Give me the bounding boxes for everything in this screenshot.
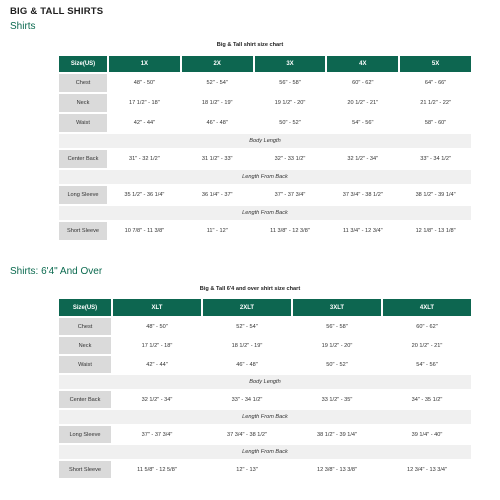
table-cell: 18 1/2" - 19" [181,93,254,113]
column-header-size: 2XLT [202,298,292,317]
table-row [58,336,472,355]
column-header-size: 4X [326,55,399,73]
table-cell: 39 1/4" - 40" [382,425,472,444]
table-row [58,390,472,409]
table-cell: 17 1/2" - 18" [112,336,202,355]
column-header-size: XLT [112,298,202,317]
size-chart-table-shirts [58,55,472,241]
table-cell: 46" - 48" [202,355,292,374]
table-cell: 48" - 50" [108,73,181,93]
row-label: Chest [58,317,112,336]
table-cell: 11 5/8" - 12 5/8" [112,460,202,479]
table-row [58,425,472,444]
row-label: Center Back [58,149,108,169]
row-label: Neck [58,336,112,355]
column-header-size: 3X [254,55,327,73]
table-row [58,355,472,374]
subheader-label: Length From Back [58,409,472,425]
row-label: Chest [58,73,108,93]
table-cell: 37 3/4" - 38 1/2" [326,185,399,205]
column-header-size: 1X [108,55,181,73]
table-cell: 37" - 37 3/4" [254,185,327,205]
table-cell: 11" - 12" [181,221,254,241]
table-cell: 35 1/2" - 36 1/4" [108,185,181,205]
table-cell: 33 1/2" - 35" [292,390,382,409]
table-cell: 32" - 33 1/2" [254,149,327,169]
table-cell: 58" - 60" [399,113,472,133]
subheader-label: Length From Back [58,169,472,185]
table-row [58,113,472,133]
table-cell: 54" - 56" [326,113,399,133]
column-header-size: 5X [399,55,472,73]
table-cell: 33" - 34 1/2" [202,390,292,409]
row-label: Waist [58,113,108,133]
table-cell: 56" - 58" [254,73,327,93]
subheader-label: Body Length [58,374,472,390]
size-chart-caption-tall: Big & Tall 6'4 and over shirt size chart [199,286,301,292]
section-title-tall-shirts: Shirts: 6'4" And Over [10,266,103,277]
row-label: Long Sleeve [58,425,112,444]
subheader-row [58,444,472,460]
subheader-label: Body Length [58,133,472,149]
table-row [58,185,472,205]
table-cell: 56" - 58" [292,317,382,336]
table-cell: 60" - 62" [326,73,399,93]
table-cell: 20 1/2" - 21" [382,336,472,355]
table-cell: 31" - 32 1/2" [108,149,181,169]
subheader-row [58,205,472,221]
table-cell: 38 1/2" - 39 1/4" [399,185,472,205]
subheader-row [58,374,472,390]
header-row [58,55,472,73]
table-cell: 32 1/2" - 34" [326,149,399,169]
table-cell: 54" - 56" [382,355,472,374]
row-label: Short Sleeve [58,221,108,241]
table-cell: 10 7/8" - 11 3/8" [108,221,181,241]
column-header-size-us: Size(US) [58,298,112,317]
table-cell: 37" - 37 3/4" [112,425,202,444]
table-row [58,317,472,336]
row-label: Short Sleeve [58,460,112,479]
column-header-size: 2X [181,55,254,73]
table-cell: 36 1/4" - 37" [181,185,254,205]
page-heading: BIG & TALL SHIRTS [10,6,104,17]
row-label: Neck [58,93,108,113]
table-cell: 12 1/8" - 13 1/8" [399,221,472,241]
column-header-size: 4XLT [382,298,472,317]
table-cell: 12 3/4" - 13 3/4" [382,460,472,479]
section-title-shirts: Shirts [10,21,36,32]
table-cell: 38 1/2" - 39 1/4" [292,425,382,444]
header-row [58,298,472,317]
row-label: Center Back [58,390,112,409]
subheader-row [58,133,472,149]
subheader-label: Length From Back [58,444,472,460]
table-cell: 21 1/2" - 22" [399,93,472,113]
table-cell: 11 3/4" - 12 3/4" [326,221,399,241]
table-cell: 52" - 54" [181,73,254,93]
table-cell: 64" - 66" [399,73,472,93]
table-cell: 12" - 13" [202,460,292,479]
subheader-row [58,169,472,185]
table-cell: 50" - 52" [292,355,382,374]
column-header-size-us: Size(US) [58,55,108,73]
table-row [58,73,472,93]
table-row [58,149,472,169]
table-cell: 31 1/2" - 33" [181,149,254,169]
table-cell: 34" - 35 1/2" [382,390,472,409]
table-cell: 32 1/2" - 34" [112,390,202,409]
row-label: Waist [58,355,112,374]
size-chart-caption: Big & Tall shirt size chart [216,42,284,48]
subheader-row [58,409,472,425]
table-cell: 37 3/4" - 38 1/2" [202,425,292,444]
table-row [58,460,472,479]
table-cell: 19 1/2" - 20" [254,93,327,113]
column-header-size: 3XLT [292,298,382,317]
size-chart-table-tall-shirts [58,298,472,479]
table-cell: 48" - 50" [112,317,202,336]
table-cell: 42" - 44" [108,113,181,133]
table-row [58,93,472,113]
table-row [58,221,472,241]
row-label: Long Sleeve [58,185,108,205]
table-cell: 19 1/2" - 20" [292,336,382,355]
table-cell: 20 1/2" - 21" [326,93,399,113]
table-cell: 33" - 34 1/2" [399,149,472,169]
table-cell: 42" - 44" [112,355,202,374]
table-cell: 12 3/8" - 13 3/8" [292,460,382,479]
table-cell: 52" - 54" [202,317,292,336]
table-cell: 46" - 48" [181,113,254,133]
table-cell: 50" - 52" [254,113,327,133]
table-cell: 60" - 62" [382,317,472,336]
table-cell: 18 1/2" - 19" [202,336,292,355]
table-cell: 11 3/8" - 12 3/8" [254,221,327,241]
subheader-label: Length From Back [58,205,472,221]
table-cell: 17 1/2" - 18" [108,93,181,113]
